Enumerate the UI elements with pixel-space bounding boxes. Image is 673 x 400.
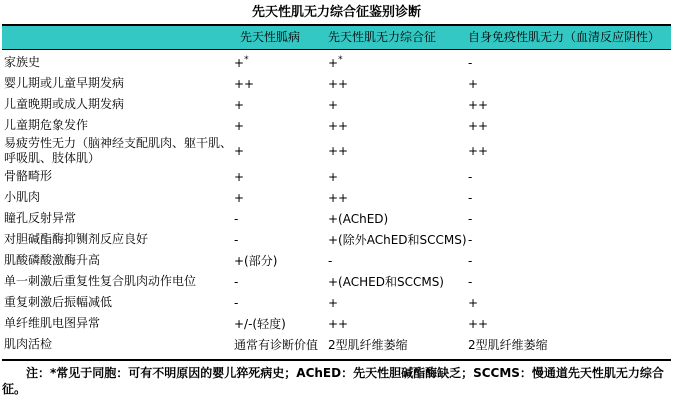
value-cell: +: [234, 97, 245, 112]
value-cell: +*: [234, 54, 249, 70]
value-cell: ++: [328, 76, 349, 91]
table-row: [2, 229, 671, 250]
row-label: 婴儿期或儿童早期发病: [4, 76, 125, 90]
value-cell: +: [468, 295, 479, 310]
table-row: [2, 115, 671, 136]
table-title: 先天性肌无力综合征鉴别诊断: [251, 5, 421, 20]
value-cell: ++: [468, 316, 489, 331]
row-label: 儿童晚期或成人期发病: [4, 97, 125, 111]
value-cell: ++: [328, 118, 349, 133]
value-cell: -: [468, 232, 473, 247]
table-row: [2, 292, 671, 313]
value-cell: +(AChED): [328, 211, 389, 226]
table-row: [2, 271, 671, 292]
value-cell: -: [468, 190, 473, 205]
value-cell: +: [328, 97, 339, 112]
table-row: [2, 250, 671, 271]
value-cell: ++: [468, 118, 489, 133]
table-header-row: [2, 24, 671, 50]
value-cell: -: [234, 211, 239, 226]
table-row: [2, 52, 671, 73]
row-label: 单一刺激后重复性复合肌肉动作电位: [4, 274, 197, 288]
value-cell: ++: [328, 316, 349, 331]
table-row: [2, 136, 671, 166]
column-header-empty: [2, 29, 234, 45]
value-cell: 2型肌纤维萎缩: [468, 337, 548, 352]
value-cell: -: [234, 232, 239, 247]
value-cell: +(ACHED和SCCMS): [328, 274, 444, 289]
row-label: 小肌肉: [4, 190, 41, 204]
footnote-marker: *: [244, 54, 249, 65]
row-label: 家族史: [4, 55, 41, 69]
value-cell: ++: [328, 190, 349, 205]
table-row: [2, 334, 671, 355]
row-label: 骨骼畸形: [4, 169, 53, 183]
value-cell: ++: [328, 144, 349, 158]
value-cell: -: [468, 274, 473, 289]
value-cell: ++: [468, 97, 489, 112]
value-cell: +: [234, 144, 245, 158]
value-cell: -: [234, 295, 239, 310]
value-cell: +: [328, 295, 339, 310]
value-cell: 2型肌纤维萎缩: [328, 337, 408, 352]
value-cell: ++: [468, 144, 489, 158]
table-row: [2, 166, 671, 187]
value-cell: +/-(轻度): [234, 316, 286, 331]
column-header-autoimmune-myasthenia: 自身免疫性肌无力（血清反应阴性）: [468, 30, 661, 44]
table-row: [2, 208, 671, 229]
row-label: 肌酸磷酸激酶升高: [4, 253, 101, 267]
value-cell: ++: [234, 76, 255, 91]
column-header-congenital-myasthenic-syndrome: 先天性肌无力综合征: [328, 30, 437, 44]
value-cell: 通常有诊断价值: [234, 337, 319, 352]
table-row: [2, 187, 671, 208]
value-cell: -: [468, 169, 473, 184]
value-cell: +: [234, 169, 245, 184]
table-row: [2, 73, 671, 94]
table-row: [2, 313, 671, 334]
table-body: [2, 50, 671, 359]
value-cell: +: [468, 76, 479, 91]
value-cell: -: [328, 253, 333, 268]
row-label: 单纤维肌电图异常: [4, 316, 101, 330]
column-header-congenital-myopathy: 先天性胍病: [240, 30, 301, 44]
value-cell: -: [468, 211, 473, 226]
value-cell: -: [468, 253, 473, 268]
value-cell: +*: [328, 54, 343, 70]
differential-diagnosis-table: [2, 24, 671, 361]
value-cell: +: [234, 190, 245, 205]
row-label: 重复刺激后振幅减低: [4, 295, 113, 309]
row-label: 瞳孔反射异常: [4, 211, 77, 225]
row-label: 儿童期危象发作: [4, 118, 89, 132]
row-label: 肌肉活检: [4, 337, 53, 351]
value-cell: -: [234, 274, 239, 289]
value-cell: +: [328, 169, 339, 184]
value-cell: +(除外AChED和SCCMS): [328, 232, 467, 247]
value-cell: -: [468, 55, 473, 70]
footnote-marker: *: [338, 54, 343, 65]
table-row: [2, 94, 671, 115]
footnote: 注：*常见于同胞：可有不明原因的婴儿猝死病史；AChED：先天性胆碱酯酶缺乏；SCCMS：慢通道先天性肌无力综合征。: [2, 366, 664, 396]
row-label: 对胆碱酯酶抑铡剂反应良好: [4, 232, 149, 246]
row-label: 易疲劳性无力（脑神经支配肌肉、躯干肌、呼吸肌、肢体肌）: [4, 136, 233, 165]
value-cell: +: [234, 118, 245, 133]
value-cell: +(部分): [234, 253, 278, 268]
